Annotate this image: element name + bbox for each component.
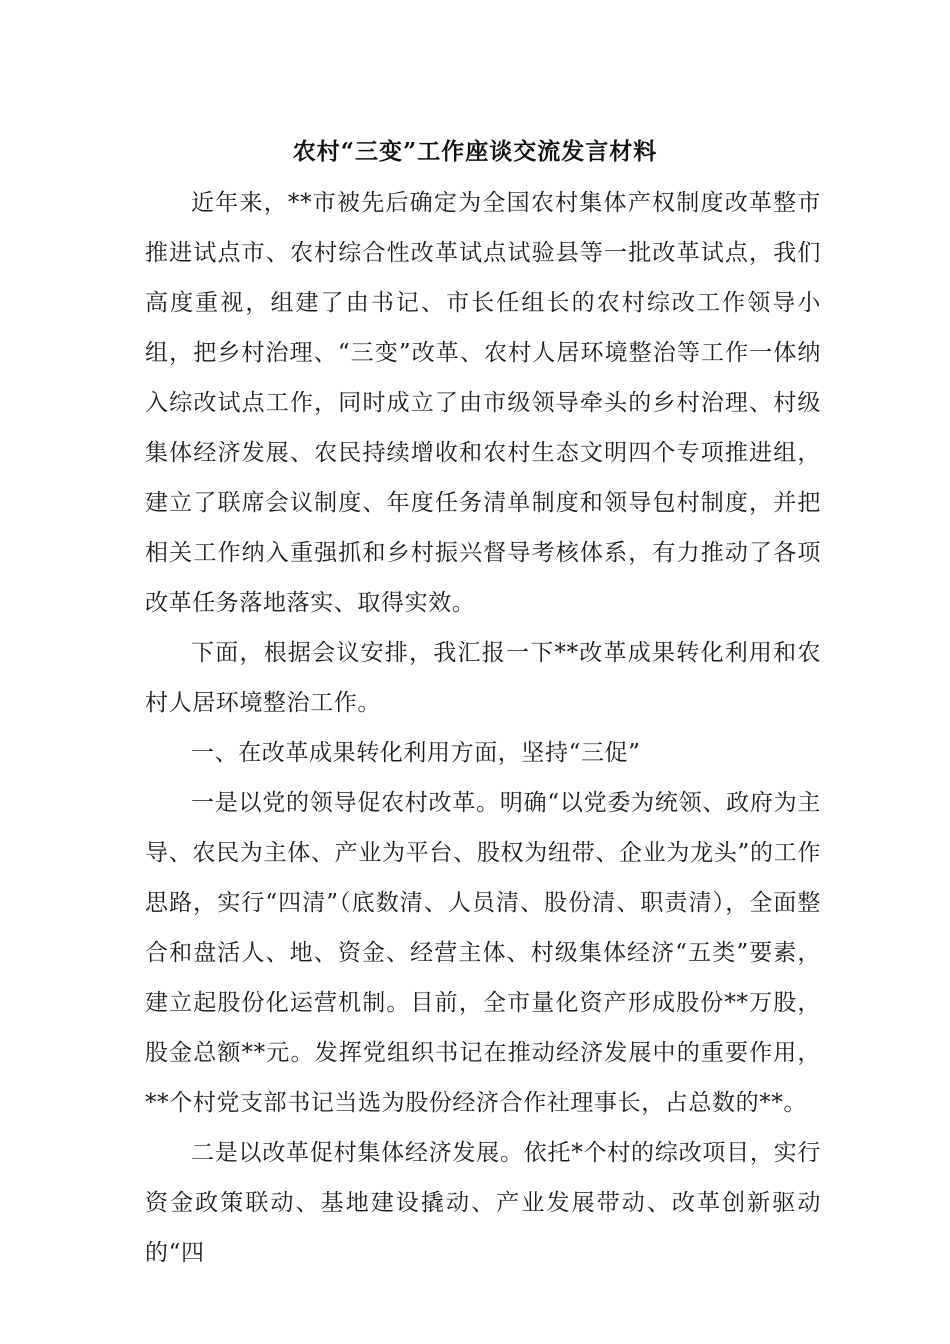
- section-heading-1: 一、在改革成果转化利用方面，坚持“三促”: [191, 740, 641, 766]
- paragraph-report: 下面，根据会议安排，我汇报一下**改革成果转化利用和农村人居环境整治工作。: [145, 640, 821, 716]
- paragraph-point-1: 一是以党的领导促农村改革。明确“以党委为统领、政府为主导、农民为主体、产业为平台、股权为纽带、企业为龙头”的工作思路，实行“四清”（底数清、人员清、股份清、职责清），全面整合和盘活人、地、资金、经营主体、村级集体经济“五类”要素，建立起股份化运营机制。目前，全市量化资产形成股份**万股，股金总额**元。发挥党组织书记在推动经济发展中的重要作用，**个村党支部书记当选为股份经济合作社理事长，占总数的**。: [145, 790, 821, 1116]
- paragraph-point-2: 二是以改革促村集体经济发展。依托*个村的综改项目，实行资金政策联动、基地建设撬动、产业发展带动、改革创新驱动的“四: [145, 1140, 821, 1266]
- document-body: [145, 178, 821, 1278]
- paragraph-intro: 近年来，**市被先后确定为全国农村集体产权制度改革整市推进试点市、农村综合性改革试点试验县等一批改革试点，我们高度重视，组建了由书记、市长任组长的农村综改工作领导小组，把乡村治理、“三变”改革、农村人居环境整治等工作一体纳入综改试点工作，同时成立了由市级领导牵头的乡村治理、村级集体经济发展、农民持续增收和农村生态文明四个专项推进组，建立了联席会议制度、年度任务清单制度和领导包村制度，并把相关工作纳入重强抓和乡村振兴督导考核体系，有力推动了各项改革任务落地落实、取得实效。: [145, 190, 821, 616]
- document-title: 农村“三变”工作座谈交流发言材料: [292, 138, 658, 165]
